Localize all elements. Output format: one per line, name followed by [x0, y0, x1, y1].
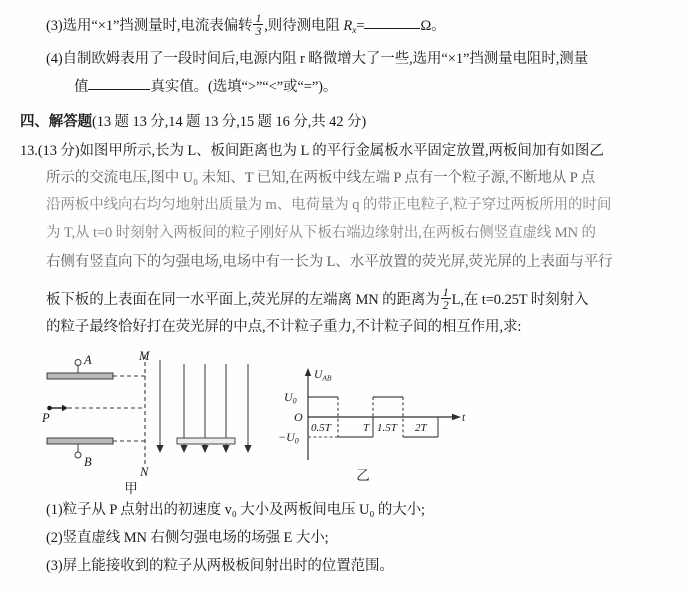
question-3-text-a: 选用“×1”挡测量时,电流表偏转: [62, 18, 253, 35]
question-3-unit: Ω: [420, 18, 432, 35]
question-3-answer-blank[interactable]: [364, 28, 420, 29]
question-13-line-6: [46, 286, 588, 311]
figure-jia-label-N: N: [140, 465, 149, 479]
question-13-body-line-6-a: 板下板的上表面在同一水平面上,荧光屏的左端离 MN 的距离为: [46, 292, 440, 309]
question-3-symbol-subscript: x: [352, 24, 357, 36]
plate-B: [47, 438, 113, 458]
question-13-body-line-1: 如图甲所示,长为 L、板间距离也为 L 的平行金属板水平固定放置,两板间加有如图乙: [79, 143, 604, 159]
figure-jia-label-P: P: [42, 411, 50, 425]
question-13-line-7: [46, 320, 521, 335]
figure-jia-label-B: B: [84, 455, 92, 469]
question-13-sub-3-text: (3)屏上能接收到的粒子从两极板间射出时的位置范围。: [46, 558, 394, 574]
question-3: [46, 12, 446, 37]
section-heading-label: 四、解答题: [20, 114, 92, 130]
y-tick-negative-label: $-U_0$: [278, 430, 299, 446]
question-13-score: (13 分): [37, 143, 80, 159]
question-4-number: (4): [46, 51, 63, 67]
question-13-number: 13.: [20, 143, 38, 159]
question-4-text-line2-b: 真实值。(选填“>”“<”或“=”)。: [150, 79, 338, 95]
figure-jia-label-A: A: [84, 353, 92, 367]
y-tick-positive-label: $U_0$: [284, 390, 297, 406]
question-13-line-5: [46, 255, 613, 270]
x-tick-label-0: 0.5T: [311, 422, 331, 434]
figure-jia-label-M: M: [139, 349, 150, 363]
fraction-numerator: 1: [442, 285, 449, 299]
question-13-line-3: [46, 198, 611, 213]
question-13-sub-1-text: (1)粒子从 P 点射出的初速度 v₀ 大小及两板间电压 U₀ 的大小;: [46, 502, 425, 518]
question-3-number: (3): [46, 18, 63, 35]
section-heading-detail: (13 题 13 分,14 题 13 分,15 题 16 分,共 42 分): [92, 114, 367, 130]
fluorescent-screen: [177, 438, 235, 444]
question-13-sub-2-text: (2)竖直虚线 MN 右侧匀强电场的场强 E 大小;: [46, 530, 329, 546]
question-4-answer-blank[interactable]: [88, 89, 150, 90]
question-4-text-line1: 自制欧姆表用了一段时间后,电源内阻 r 略微增大了一些,选用“×1”挡测量电阻时,测量: [62, 51, 589, 67]
question-13-body-line-5: 右侧有竖直向下的匀强电场,电场中有一长为 L、水平放置的荧光屏,荧光屏的上表面与平行: [46, 254, 613, 270]
x-tick-label-1: T: [363, 422, 370, 434]
question-13-line-1: [20, 144, 604, 159]
question-13-body-line-2: 所示的交流电压,图中 U₀ 未知、T 已知,在两板中线左端 P 点有一个粒子源,不断地从 P 点: [46, 170, 596, 186]
fraction-denominator: 2: [442, 298, 449, 313]
question-4-line-2: [74, 80, 337, 95]
question-13-fraction: [441, 286, 451, 311]
y-axis-label: $U_{AB}$: [314, 369, 332, 383]
figure-yi-svg: [278, 360, 478, 470]
figure-jia-svg: [34, 349, 266, 484]
question-3-symbol: R: [343, 18, 353, 35]
question-13-line-2: [46, 171, 595, 186]
question-13-sub-2: [46, 531, 329, 546]
figure-jia: [34, 349, 266, 484]
question-13-body-line-3: 沿两板中线向右均匀地射出质量为 m、电荷量为 q 的带正电粒子,粒子穿过两板所用的时间: [46, 197, 612, 213]
question-13-sub-1: [46, 503, 425, 518]
x-tick-label-3: 2T: [415, 422, 427, 434]
figure-yi-caption: 乙: [356, 468, 370, 483]
question-3-fraction: [253, 12, 263, 37]
fraction-numerator: 1: [255, 11, 262, 25]
question-13-body-line-4: 为 T,从 t=0 时刻射入两板间的粒子刚好从下板右端边缘射出,在两板右侧竖直虚线 MN 的: [46, 225, 596, 241]
question-13-body-line-7: 的粒子最终恰好打在荧光屏的中点,不计粒子重力,不计粒子间的相互作用,求:: [46, 319, 522, 335]
y-axis: [305, 368, 311, 460]
question-13-body-line-6-b: L,在 t=0.25T 时刻射入: [451, 292, 589, 309]
question-3-text-d: 。: [431, 18, 446, 35]
x-tick-label-2: 1.5T: [377, 422, 397, 434]
x-axis-label: t: [462, 412, 466, 424]
particle-source-P: [47, 405, 145, 411]
origin-label: O: [294, 410, 303, 424]
question-4-line-1: [46, 52, 588, 67]
fraction-denominator: 3: [255, 24, 262, 39]
question-13-line-4: [46, 226, 596, 241]
field-arrow-5: [244, 364, 251, 453]
figure-yi: [278, 360, 478, 470]
question-4-text-line2-a: 值: [74, 79, 89, 95]
figure-jia-caption: 甲: [124, 481, 138, 496]
field-arrow-1: [156, 360, 163, 453]
plate-A: [47, 360, 113, 380]
question-3-text-c: =: [356, 18, 365, 35]
question-13-sub-3: [46, 559, 394, 574]
question-3-text-b: ,则待测电阻: [264, 18, 344, 35]
section-heading: [20, 115, 366, 130]
